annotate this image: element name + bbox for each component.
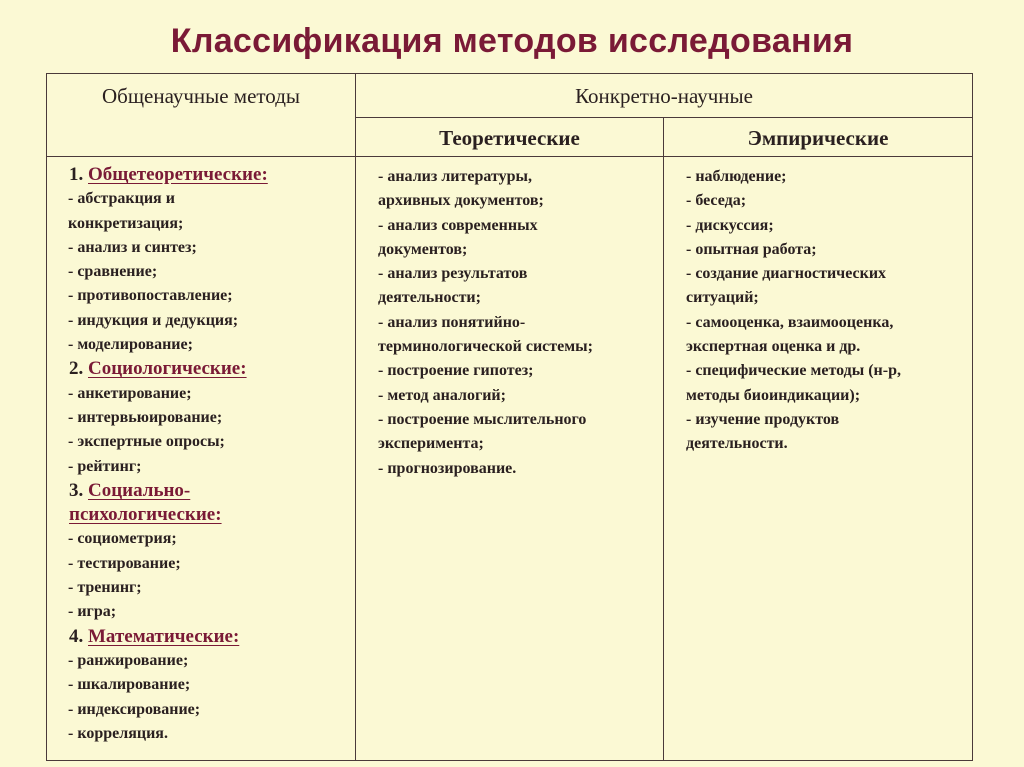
list-item: - тестирование; <box>68 554 181 572</box>
list-item: - интервьюирование; <box>68 408 223 426</box>
group-heading <box>69 625 349 649</box>
group-heading <box>69 479 349 503</box>
group-number: 3. <box>69 479 84 501</box>
header-concrete-label: Конкретно-научные <box>575 84 753 108</box>
group-heading-continued <box>69 503 349 527</box>
list-item: терминологической системы; <box>378 338 593 356</box>
list-item: - абстракция и <box>68 190 175 208</box>
list-item: - анализ и синтез; <box>68 238 197 256</box>
header-empirical <box>664 118 973 157</box>
theoretical-methods-cell <box>356 157 664 761</box>
group-number: 2. <box>69 358 84 380</box>
header-general-methods <box>47 74 356 157</box>
group-name-continued: психологические: <box>69 504 222 526</box>
list-item: конкретизация; <box>68 214 184 232</box>
empirical-methods-cell <box>664 157 973 761</box>
list-item: эксперимента; <box>378 435 484 453</box>
list-item: - экспертные опросы; <box>68 433 225 451</box>
header-general-label: Общенаучные методы <box>101 84 300 108</box>
group-name: Социологические: <box>88 358 247 380</box>
list-item: - анализ результатов <box>378 265 528 283</box>
list-item: ситуаций; <box>686 289 759 307</box>
group-name: Общетеоретические: <box>88 164 268 185</box>
header-theoretical <box>356 118 664 157</box>
list-item: - построение мыслительного <box>378 410 587 428</box>
list-item: - рейтинг; <box>68 457 142 475</box>
list-item: методы биоиндикации); <box>686 386 861 404</box>
list-item: - анализ понятийно- <box>378 313 526 331</box>
header-concrete-methods <box>356 74 973 118</box>
list-item: - изучение продуктов <box>686 410 840 428</box>
list-item: - корреляция. <box>68 724 168 742</box>
page-title: Классификация методов исследования <box>170 22 854 60</box>
list-item: - индексирование; <box>68 700 201 718</box>
group-number: 4. <box>69 625 84 647</box>
header-empirical-label: Эмпирические <box>747 126 889 150</box>
group-heading <box>69 357 349 381</box>
list-item: - сравнение; <box>68 263 158 281</box>
list-item: - тренинг; <box>68 579 142 597</box>
group-name: Социально- <box>88 479 191 501</box>
list-item: - индукция и дедукция; <box>68 311 239 329</box>
list-item: - социометрия; <box>68 530 177 548</box>
list-item: - создание диагностических <box>686 265 887 283</box>
list-item: - метод аналогий; <box>378 386 506 404</box>
header-theoretical-label: Теоретические <box>439 126 580 150</box>
list-item: - беседа; <box>686 192 747 210</box>
list-item: - игра; <box>68 603 117 621</box>
list-item: - специфические методы (н-р, <box>686 362 901 380</box>
list-item: - анализ литературы, <box>378 168 532 185</box>
list-item: - ранжирование; <box>68 651 189 669</box>
list-item: - прогнозирование. <box>378 459 517 477</box>
list-item: архивных документов; <box>378 192 544 210</box>
list-item: - опытная работа; <box>686 240 817 258</box>
group-heading <box>69 163 349 187</box>
list-item: деятельности; <box>378 289 481 307</box>
list-item: - наблюдение; <box>686 168 787 185</box>
list-item: экспертная оценка и др. <box>686 338 861 356</box>
general-methods-cell <box>47 157 356 761</box>
list-item: - самооценка, взаимооценка, <box>686 313 894 331</box>
list-item: деятельности. <box>686 435 788 453</box>
list-item: - моделирование; <box>68 336 193 354</box>
list-item: документов; <box>378 240 468 258</box>
list-item: - анкетирование; <box>68 384 192 402</box>
list-item: - шкалирование; <box>68 676 191 694</box>
methods-table <box>46 73 973 761</box>
list-item: - построение гипотез; <box>378 362 534 380</box>
group-name: Математические: <box>88 625 240 647</box>
list-item: - противопоставление; <box>68 287 233 305</box>
list-item: - анализ современных <box>378 216 538 234</box>
list-item: - дискуссия; <box>686 216 774 234</box>
group-number: 1. <box>69 164 84 185</box>
